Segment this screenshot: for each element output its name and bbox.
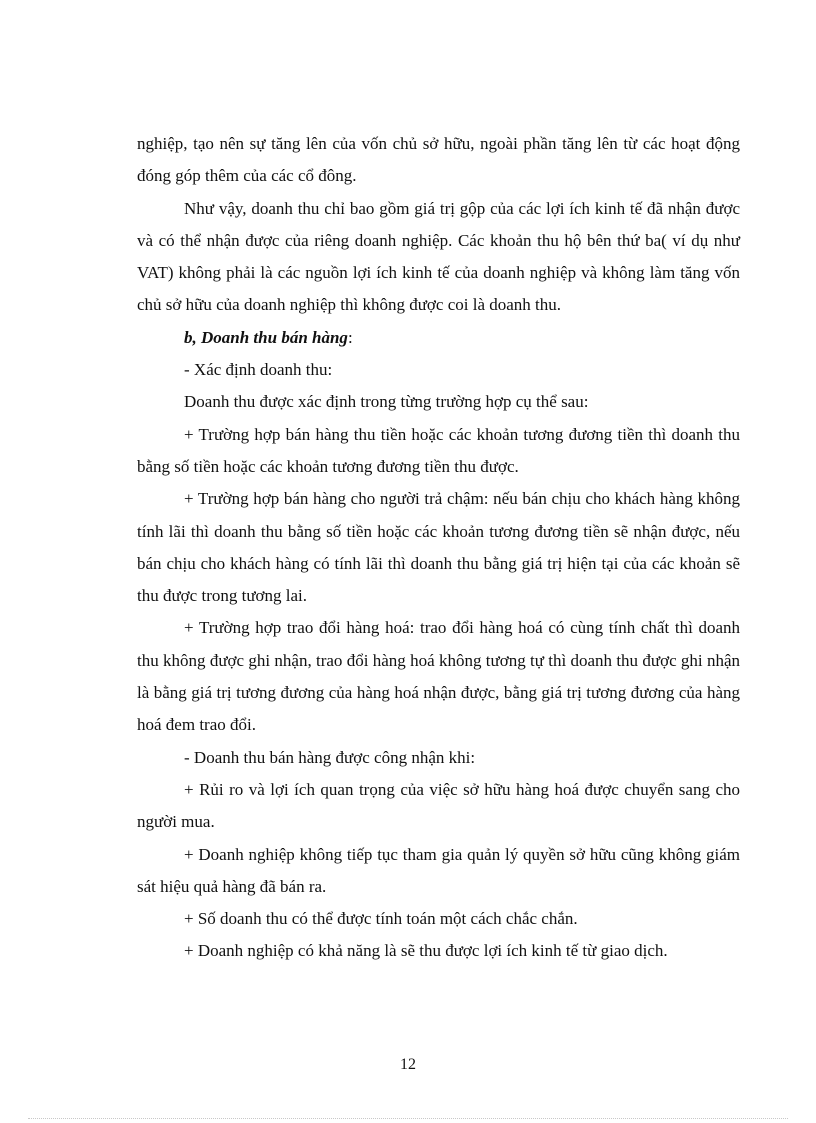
paragraph-8: + Trường hợp trao đổi hàng hoá: trao đổi hàng hoá có cùng tính chất thì doanh thu không được ghi nhận, trao đổi hàng hoá không tương tự thì doanh thu được ghi nhận là bằng giá trị tương đương của hàng hoá nhận được, bằng giá trị tương đương của hàng hoá đem trao đổi.	[137, 618, 740, 735]
body-text	[137, 128, 740, 968]
page-number: 12	[400, 1056, 416, 1073]
paragraph-9: - Doanh thu bán hàng được công nhận khi:	[184, 747, 476, 767]
footer-dotted-rule	[28, 1118, 788, 1119]
paragraph-11: + Doanh nghiệp không tiếp tục tham gia quản lý quyền sở hữu cũng không giám sát hiệu quả hàng đã bán ra.	[137, 844, 740, 896]
paragraph-5: Doanh thu được xác định trong từng trường hợp cụ thể sau:	[184, 392, 589, 412]
paragraph-13: + Doanh nghiệp có khả năng là sẽ thu được lợi ích kinh tế từ giao dịch.	[184, 941, 668, 961]
paragraph-4: - Xác định doanh thu:	[184, 360, 333, 380]
section-heading-text: b, Doanh thu bán hàng	[184, 327, 348, 347]
paragraph-1: nghiệp, tạo nên sự tăng lên của vốn chủ sở hữu, ngoài phần tăng lên từ các hoạt động đóng góp thêm của các cổ đông.	[137, 134, 740, 186]
paragraph-6: + Trường hợp bán hàng thu tiền hoặc các khoản tương đương tiền thì doanh thu bằng số tiền hoặc các khoản tương đương tiền thu được.	[137, 424, 740, 476]
paragraph-12: + Số doanh thu có thể được tính toán một cách chắc chắn.	[184, 909, 578, 929]
section-heading	[137, 322, 740, 354]
paragraph-7: + Trường hợp bán hàng cho người trả chậm: nếu bán chịu cho khách hàng không tính lãi thì doanh thu bằng số tiền hoặc các khoản tương đương tiền sẽ nhận được, nếu bán chịu cho khách hàng có tính lãi thì doanh thu bằng giá trị hiện tại của các khoản sẽ thu được trong tương lai.	[137, 489, 740, 606]
paragraph-2: Như vậy, doanh thu chỉ bao gồm giá trị gộp của các lợi ích kinh tế đã nhận được và có thể nhận được của riêng doanh nghiệp. Các khoản thu hộ bên thứ ba( ví dụ như VAT) không phải là các nguồn lợi ích kinh tế của doanh nghiệp và không làm tăng vốn chủ sở hữu của doanh nghiệp thì không được coi là doanh thu.	[137, 198, 740, 315]
section-heading-colon: :	[347, 327, 353, 347]
paragraph-10: + Rủi ro và lợi ích quan trọng của việc sở hữu hàng hoá được chuyển sang cho người mua.	[137, 779, 740, 832]
